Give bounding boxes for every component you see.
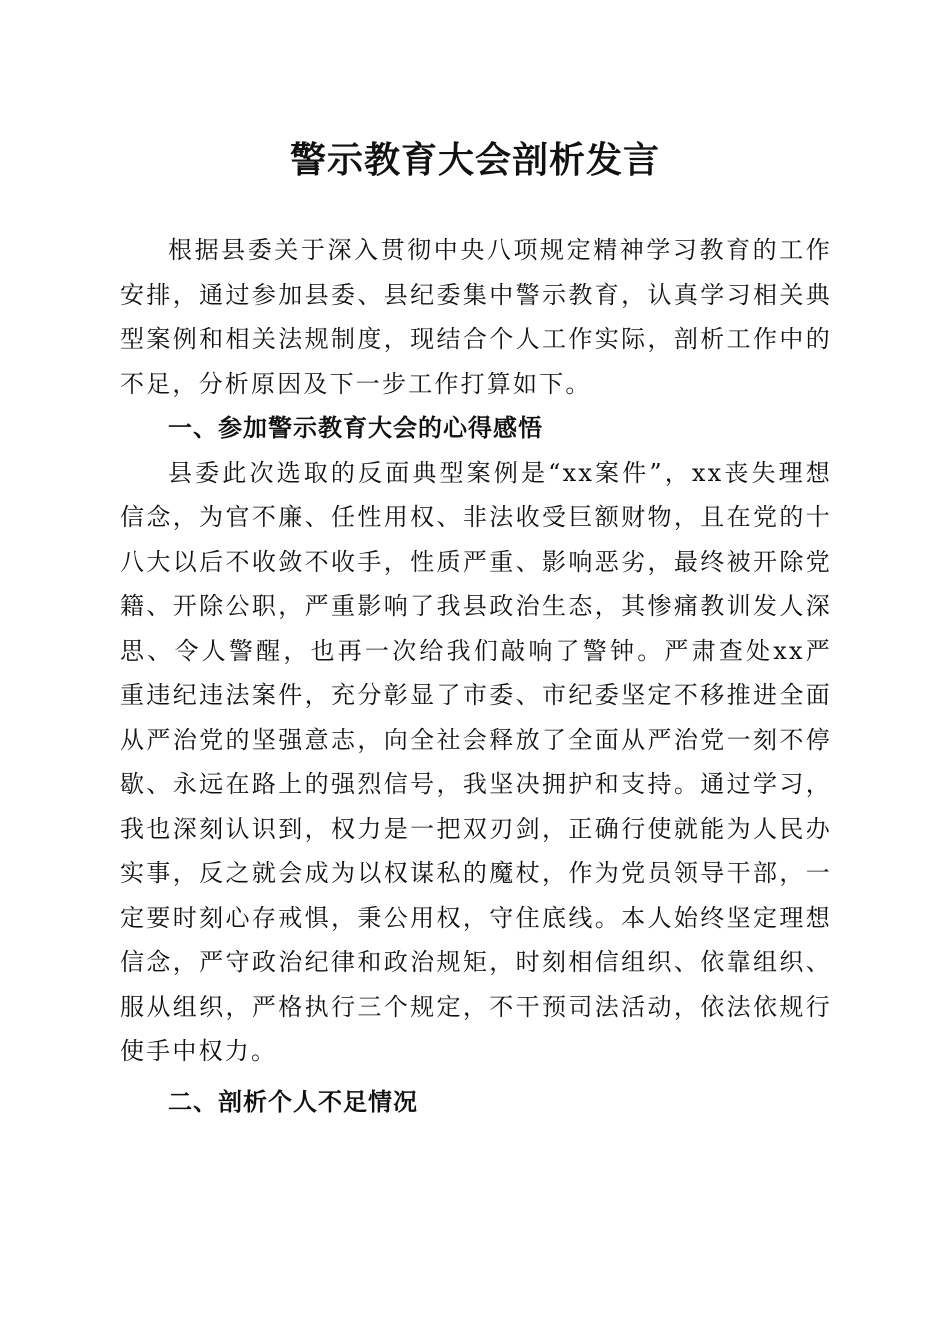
section-1-paragraph: 县委此次选取的反面典型案例是“xx案件”，xx丧失理想信念，为官不廉、任性用权、非法收受巨额财物，且在党的十八大以后不收敛不收手，性质严重、影响恶劣，最终被开除党籍、开除公职，严重影响了我县政治生态，其惨痛教训发人深思、令人警醒，也再一次给我们敲响了警钟。严肃查处xx严重违纪违法案件，充分彰显了市委、市纪委坚定不移推进全面从严治党的坚强意志，向全社会释放了全面从严治党一刻不停歇、永远在路上的强烈信号，我坚决拥护和支持。通过学习，我也深刻认识到，权力是一把双刃剑，正确行使就能为人民办实事，反之就会成为以权谋私的魔杖，作为党员领导干部，一定要时刻心存戒惧，秉公用权，守住底线。本人始终坚定理想信念，严守政治纪律和政治规矩，时刻相信组织、依靠组织、服从组织，严格执行三个规定，不干预司法活动，依法依规行使手中权力。 [120,458,832,1065]
intro-paragraph: 根据县委关于深入贯彻中央八项规定精神学习教育的工作安排，通过参加县委、县纪委集中警示教育，认真学习相关典型案例和相关法规制度，现结合个人工作实际，剖析工作中的不足，分析原因及下一步工作打算如下。 [120,236,832,398]
section-1-heading: 一、参加警示教育大会的心得感悟 [168,414,543,442]
section-2-heading: 二、剖析个人不足情况 [168,1087,418,1116]
document-title: 警示教育大会剖析发言 [289,139,660,181]
document-body [120,228,832,1124]
